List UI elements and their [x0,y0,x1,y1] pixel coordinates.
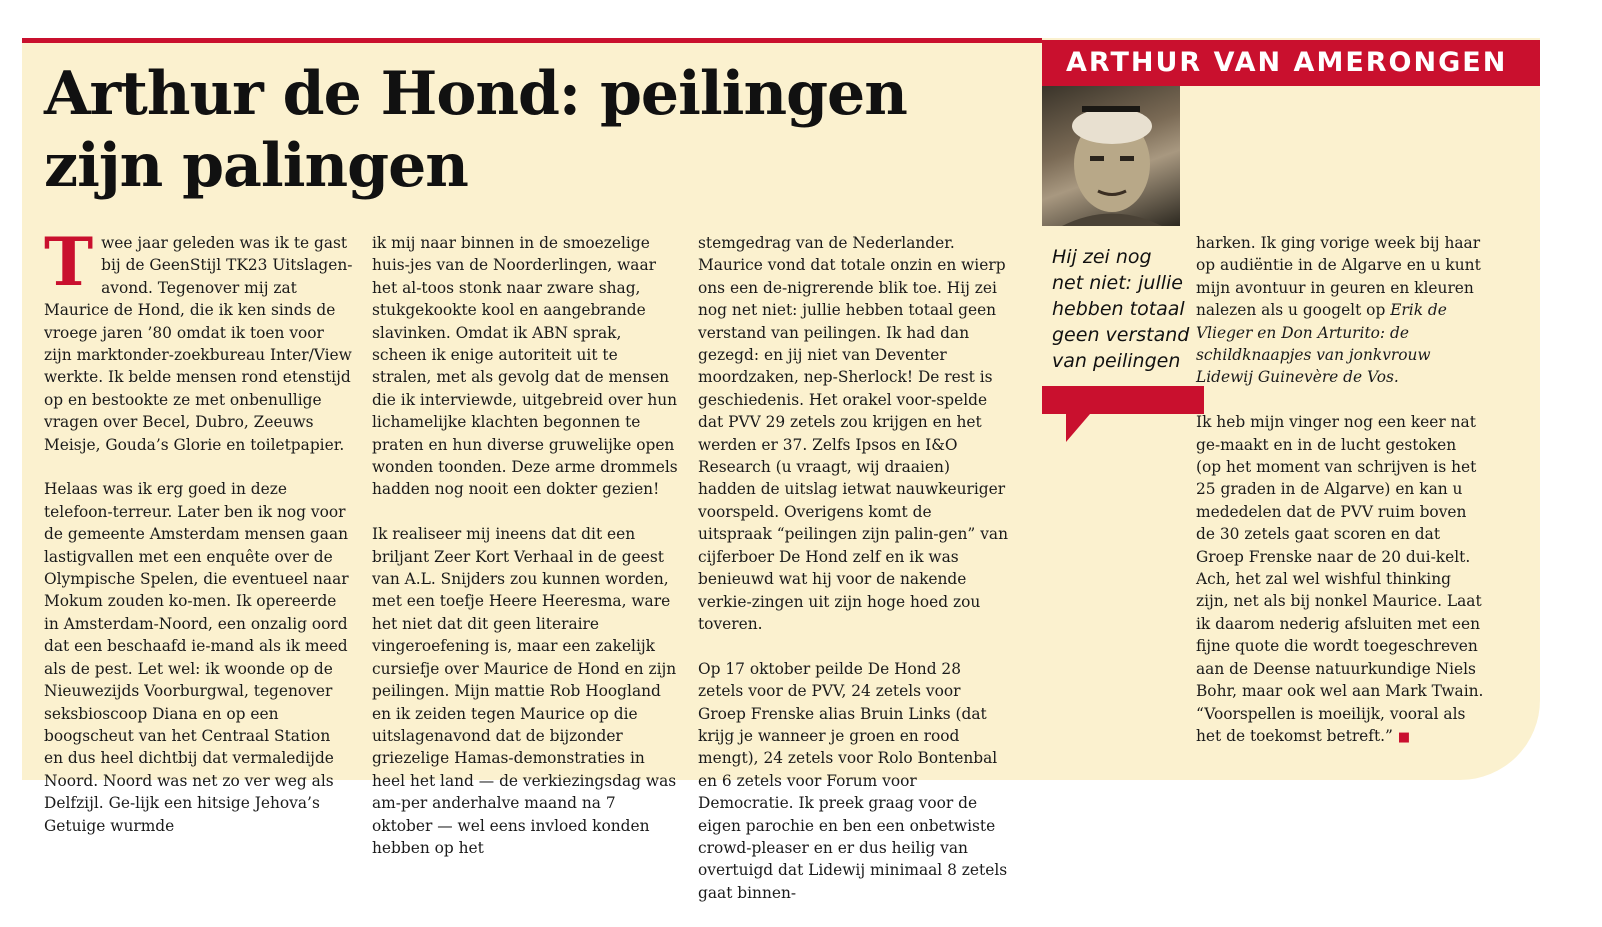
pull-quote: Hij zei nog net niet: jullie hebben totaal geen verstand van peilingen [1052,246,1190,372]
paragraph: Op 17 oktober peilde De Hond 28 zetels voor de PVV, 24 zetels voor Groep Frenske alias Bruin Links (dat krijg je wanneer je groen en rood mengt), 24 zetels voor Rolo Bontenbal en 6 zetels voor Forum voor Democratie. Ik preek graag voor de eigen parochie en ben een onbetwiste crowd-pleaser en er dus heilig van overtuigd dat Lidewij minimaal 8 zetels gaat binnen- [698,659,1008,902]
top-rule [22,38,1042,43]
column-4 [1196,232,1486,772]
paragraph-text: harken. Ik ging vorige week bij haar op audiëntie in de Algarve en u kunt mijn avontuur in geuren en kleuren nalezen als u googelt op [1196,234,1481,320]
paragraph-text: Ik heb mijn vinger nog een keer nat ge-maakt en in de lucht gestoken (op het moment van schrijven is het 25 graden in de Algarve) en kan u mededelen dat de PVV ruim boven de 30 zetels gaat scoren en dat Groep Frenske naar de 20 dui-kelt. Ach, het zal wel wishful thinking zijn, net als bij nonkel Maurice. Laat ik daarom nederig afsluiten met een fijne quote die wordt toegeschreven aan de Deense natuurkundige Niels Bohr, maar ook wel aan Mark Twain. “Voorspellen is moeilijk, vooral als het de toekomst betreft.” [1196,413,1484,745]
column-3 [698,232,1008,927]
speech-bubble-tail [1066,414,1114,442]
paragraph [1196,411,1486,749]
speech-bubble [1042,386,1204,414]
paragraph: stemgedrag van de Nederlander. Maurice vond dat totale onzin en wierp ons een de-nigrerende blik toe. Hij zei nog net niet: jullie hebben totaal geen verstand van peilingen. Ik had dan gezegd: en jij niet van Deventer moordzaken, nep-Sherlock! De rest is geschiedenis. Het orakel voor-spelde dat PVV 29 zetels zou krijgen en het werden er 37. Zelfs Ipsos en I&O Research (u vraagt, wij draaien) hadden de uitslag ietwat nauwkeuriger voorspeld. Overigens komt de uitspraak “peilingen zijn palin-gen” van cijferboer De Hond zelf en ik was benieuwd wat hij voor de nakende verkie-zingen uit zijn hoge hoed zou toveren. [698,234,1008,633]
portrait-image [1042,86,1180,226]
author-bar: ARTHUR VAN AMERONGEN [1042,40,1540,86]
paragraph: ik mij naar binnen in de smoezelige huis-jes van de Noorderlingen, waar het al-toos stonk naar zware shag, stukgekookte kool en aangebrande slavinken. Omdat ik ABN sprak, scheen ik enige autoriteit uit te stralen, met als gevolg dat de mensen die ik interviewde, uitgebreid over hun lichamelijke klachten begonnen te praten en hun diverse gruwelijke open wonden toonden. Deze arme drommels hadden nog nooit een dokter gezien! [372,234,678,499]
column-2 [372,232,680,882]
paragraph [44,223,354,456]
author-photo [1042,86,1180,226]
paragraph-text: wee jaar geleden was ik te gast bij de GeenStijl TK23 Uitslagen-avond. Tegenover mij zat Maurice de Hond, die ik ken sinds de vroege jaren ’80 omdat ik toen voor zijn marktonder-zoekbureau Inter/View werkte. Ik belde mensen rond etenstijd op en bestookte ze met onbenullige vragen over Becel, Dubro, Zeeuws Meisje, Gouda’s Glorie en toiletpapier. [44,234,353,454]
headline: Arthur de Hond: peilingen zijn palingen [44,59,907,201]
paragraph [1196,232,1486,389]
drop-cap: T [44,223,94,301]
book-title: Erik de Vlieger en Don Arturito: de schildknaapjes van jonkvrouw Lidewij Guinevère de Vos. [1196,301,1447,387]
paragraph: Helaas was ik erg goed in deze telefoon-terreur. Later ben ik nog voor de gemeente Amsterdam mensen gaan lastigvallen met een enquête over de Olympische Spelen, die eventueel naar Mokum zouden ko-men. Ik opereerde in Amsterdam-Noord, een onzalig oord dat een beschaafd ie-mand als ik meed als de pest. Let wel: ik woonde op de Nieuwezijds Voorburgwal, tegenover seksbioscoop Diana en op een boogscheut van het Centraal Station en dus heel dichtbij dat vermaledijde Noord. Noord was net zo ver weg als Delfzijl. Ge-lijk een hitsige Jehova’s Getuige wurmde [44,480,349,835]
paragraph: Ik realiseer mij ineens dat dit een briljant Zeer Kort Verhaal in de geest van A.L. Snijders zou kunnen worden, met een toefje Heere Heeresma, ware het niet dat dit geen literaire vingeroefening is, maar een zakelijk cursiefje over Maurice de Hond en zijn peilingen. Mijn mattie Rob Hoogland en ik zeiden tegen Maurice op die uitslagenavond dat de bijzonder griezelige Hamas-demonstraties in heel het land — de verkiezingsdag was am-per anderhalve maand na 7 oktober — wel eens invloed konden hebben op het [372,525,677,857]
end-mark: ■ [1397,729,1411,745]
column-1 [44,223,354,859]
